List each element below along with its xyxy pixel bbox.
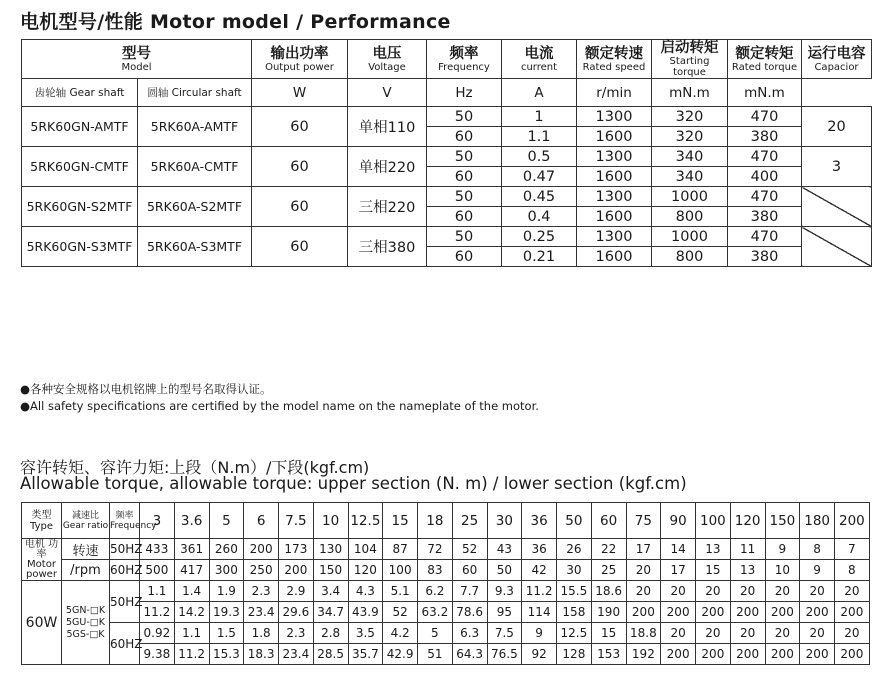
current: 0.5 [502,147,577,167]
speed-cell: 150 [313,560,348,581]
upper-torque-cell: 20 [765,581,800,602]
frequency: 60HZ [110,623,140,665]
ratio-cell: 15 [383,503,418,539]
upper-torque-cell: 7.7 [452,581,487,602]
upper-torque-cell: 3.5 [348,623,383,644]
upper-torque-cell: 11.2 [522,581,557,602]
column-header [252,40,348,79]
ratio-cell: 75 [626,503,661,539]
upper-torque-cell: 2.3 [244,581,279,602]
lower-torque-cell: 200 [730,602,765,623]
output-power: 60 [252,227,348,267]
speed-cell: 42 [522,560,557,581]
speed-cell: 173 [279,539,314,560]
torque-row [22,602,870,623]
lower-torque-cell: 51 [418,644,453,665]
capacitor: 3 [802,147,872,187]
rated-speed: 1600 [577,167,652,187]
type-header: 类型 Type [22,503,62,539]
upper-torque-cell: 4.2 [383,623,418,644]
capacitor: 20 [802,107,872,147]
circular-shaft-model: 5RK60A-S2MTF [138,187,252,227]
current: 0.21 [502,247,577,267]
lower-torque-cell: 19.3 [209,602,244,623]
frequency-header: 频率 Frequency [110,503,140,539]
column-header [577,40,652,79]
lower-torque-cell: 43.9 [348,602,383,623]
lower-torque-cell: 192 [626,644,661,665]
torque-title-cn: 容许转矩、容许力矩:上段（N.m）/下段(kgf.cm) [20,458,370,477]
column-header [728,40,802,79]
circular-shaft-model: 5RK60A-CMTF [138,147,252,187]
ratio-cell: 6 [244,503,279,539]
lower-torque-cell: 95 [487,602,522,623]
lower-torque-cell: 200 [696,602,731,623]
lower-torque-cell: 200 [800,644,835,665]
speed-label: 转速 [62,539,110,560]
lower-torque-cell: 42.9 [383,644,418,665]
header-en: Output power [265,61,334,73]
upper-torque-cell: 20 [696,623,731,644]
motor-power-label: 电机 功率 Motor power [22,539,62,581]
torque-row [22,644,870,665]
upper-torque-cell: 20 [730,623,765,644]
ratio-cell: 18 [418,503,453,539]
lower-torque-cell: 29.6 [279,602,314,623]
lower-torque-cell: 34.7 [313,602,348,623]
table-row [22,147,872,167]
speed-cell: 104 [348,539,383,560]
header-cn: 运行电容 [807,45,866,62]
gear-shaft-model: 5RK60GN-S3MTF [22,227,138,267]
ratio-cell: 90 [661,503,696,539]
current: 1.1 [502,127,577,147]
lower-torque-cell: 128 [557,644,592,665]
frequency: 50 [427,187,502,207]
lower-torque-cell: 18.3 [244,644,279,665]
ratio-header-row [22,503,870,539]
speed-cell: 60 [452,560,487,581]
speed-cell: 52 [452,539,487,560]
header-en: Rated torque [731,61,798,73]
lower-torque-cell: 35.7 [348,644,383,665]
notes [20,381,539,415]
current: 1 [502,107,577,127]
gear-shaft-model: 5RK60GN-CMTF [22,147,138,187]
unit-cell: Hz [427,79,502,107]
upper-torque-cell: 20 [835,581,870,602]
header-cn: 电压 [372,45,402,62]
note-en: ●All safety specifications are certified by the model name on the nameplate of the motor. [20,399,539,413]
lower-torque-cell: 78.6 [452,602,487,623]
unit-cell: r/min [577,79,652,107]
speed-cell: 22 [591,539,626,560]
lower-torque-cell: 200 [730,644,765,665]
lower-torque-cell: 200 [765,644,800,665]
lower-torque-cell: 200 [696,644,731,665]
header-en: Rated speed [582,61,646,73]
header-cn: 型号 [122,45,151,62]
speed-cell: 14 [661,539,696,560]
lower-torque-cell: 64.3 [452,644,487,665]
rated-speed: 1300 [577,187,652,207]
frequency: 50 [427,147,502,167]
upper-torque-cell: 9.3 [487,581,522,602]
upper-torque-cell: 2.3 [279,623,314,644]
gear-ratio-header: 减速比 Gear ratio [62,503,110,539]
unit-cell: mN.m [652,79,728,107]
header-en: Frequency [438,61,490,73]
speed-cell: 500 [140,560,175,581]
lower-torque-cell: 28.5 [313,644,348,665]
upper-torque-cell: 5.1 [383,581,418,602]
rated-torque: 380 [728,247,802,267]
header-cn: 电流 [524,45,554,62]
speed-cell: 36 [522,539,557,560]
torque-table [21,502,870,665]
speed-cell: 260 [209,539,244,560]
ratio-cell: 60 [591,503,626,539]
unit-cell: W [252,79,348,107]
note-cn: ●各种安全规格以电机铭牌上的型号名取得认证。 [20,382,272,396]
speed-cell: 9 [800,560,835,581]
capacitor-empty [802,227,872,267]
unit-cell: V [348,79,427,107]
column-header [502,40,577,79]
rated-speed: 1600 [577,127,652,147]
upper-torque-cell: 1.1 [174,623,209,644]
ratio-cell: 150 [765,503,800,539]
upper-torque-cell: 6.2 [418,581,453,602]
speed-label: /rpm [62,560,110,581]
column-header [652,40,728,79]
upper-torque-cell: 20 [661,581,696,602]
ratio-cell: 180 [800,503,835,539]
ratio-cell: 25 [452,503,487,539]
frequency: 60 [427,207,502,227]
speed-cell: 361 [174,539,209,560]
ratio-cell: 10 [313,503,348,539]
unit-cell: mN.m [728,79,802,107]
unit-cell: 齿轮轴 Gear shaft [22,79,138,107]
upper-torque-cell: 20 [696,581,731,602]
speed-cell: 43 [487,539,522,560]
upper-torque-cell: 20 [835,623,870,644]
upper-torque-cell: 1.8 [244,623,279,644]
upper-torque-cell: 1.1 [140,581,175,602]
voltage: 三相220 [348,187,427,227]
speed-cell: 25 [591,560,626,581]
speed-cell: 15 [696,560,731,581]
speed-cell: 300 [209,560,244,581]
speed-cell: 433 [140,539,175,560]
speed-cell: 200 [279,560,314,581]
gear-shaft-model: 5RK60GN-AMTF [22,107,138,147]
lower-torque-cell: 76.5 [487,644,522,665]
voltage: 单相110 [348,107,427,147]
upper-torque-cell: 18.6 [591,581,626,602]
capacitor-empty [802,187,872,227]
gear-shaft-model: 5RK60GN-S2MTF [22,187,138,227]
rated-torque: 380 [728,207,802,227]
speed-cell: 17 [626,539,661,560]
header-row [22,40,872,79]
upper-torque-cell: 20 [765,623,800,644]
frequency: 50 [427,107,502,127]
ratio-cell: 36 [522,503,557,539]
starting-torque: 320 [652,107,728,127]
upper-torque-cell: 2.8 [313,623,348,644]
starting-torque: 320 [652,127,728,147]
lower-torque-cell: 92 [522,644,557,665]
upper-torque-cell: 20 [800,623,835,644]
upper-torque-cell: 4.3 [348,581,383,602]
rated-torque: 380 [728,127,802,147]
rated-torque: 470 [728,107,802,127]
lower-torque-cell: 153 [591,644,626,665]
ratio-cell: 3 [140,503,175,539]
table-row [22,107,872,127]
column-header [427,40,502,79]
header-cn: 额定转矩 [735,45,794,62]
lower-torque-cell: 63.2 [418,602,453,623]
speed-cell: 200 [244,539,279,560]
header-en: Starting torque [669,56,710,78]
ratio-cell: 200 [835,503,870,539]
header-en: Voltage [368,61,406,73]
upper-torque-cell: 2.9 [279,581,314,602]
lower-torque-cell: 158 [557,602,592,623]
speed-cell: 7 [835,539,870,560]
upper-torque-cell: 9 [522,623,557,644]
header-cn: 输出功率 [270,45,329,62]
ratio-cell: 30 [487,503,522,539]
voltage: 单相220 [348,147,427,187]
header-cn: 频率 [449,45,479,62]
table-row [22,227,872,247]
speed-cell: 50 [487,560,522,581]
upper-torque-cell: 18.8 [626,623,661,644]
upper-torque-cell: 15.5 [557,581,592,602]
speed-cell: 26 [557,539,592,560]
speed-cell: 72 [418,539,453,560]
lower-torque-cell: 11.2 [174,644,209,665]
speed-cell: 17 [661,560,696,581]
speed-cell: 11 [730,539,765,560]
voltage: 三相380 [348,227,427,267]
frequency: 60 [427,127,502,147]
ratio-cell: 3.6 [174,503,209,539]
speed-cell: 100 [383,560,418,581]
ratio-cell: 12.5 [348,503,383,539]
frequency: 50HZ [110,581,140,623]
header-cn: 启动转矩 [660,40,719,56]
page-title: 电机型号/性能 Motor model / Performance [20,11,451,33]
starting-torque: 800 [652,247,728,267]
lower-torque-cell: 200 [661,602,696,623]
rated-torque: 470 [728,187,802,207]
frequency: 60 [427,167,502,187]
torque-row [22,581,870,602]
upper-torque-cell: 1.4 [174,581,209,602]
upper-torque-cell: 20 [800,581,835,602]
column-header [802,40,872,79]
circular-shaft-model: 5RK60A-AMTF [138,107,252,147]
lower-torque-cell: 200 [800,602,835,623]
table-row [22,187,872,207]
lower-torque-cell: 52 [383,602,418,623]
ratio-cell: 7.5 [279,503,314,539]
gear-types-cell [62,581,110,665]
starting-torque: 1000 [652,187,728,207]
rated-speed: 1600 [577,207,652,227]
rated-torque: 470 [728,147,802,167]
unit-cell: 圆轴 Circular shaft [138,79,252,107]
ratio-cell: 50 [557,503,592,539]
header-en: current [520,61,558,73]
speed-cell: 417 [174,560,209,581]
speed-cell: 130 [313,539,348,560]
ratio-cell: 120 [730,503,765,539]
upper-torque-cell: 3.4 [313,581,348,602]
speed-cell: 120 [348,560,383,581]
gear-type-label: 5GS-□K [66,628,105,640]
speed-cell: 30 [557,560,592,581]
lower-torque-cell: 114 [522,602,557,623]
speed-row [22,539,870,560]
rated-torque: 400 [728,167,802,187]
column-header [348,40,427,79]
lower-torque-cell: 200 [835,644,870,665]
frequency: 50HZ [110,539,140,560]
upper-torque-cell: 5 [418,623,453,644]
lower-torque-cell: 15.3 [209,644,244,665]
output-power: 60 [252,107,348,147]
upper-torque-cell: 0.92 [140,623,175,644]
frequency: 60HZ [110,560,140,581]
unit-cell: A [502,79,577,107]
upper-torque-cell: 20 [661,623,696,644]
speed-row [22,560,870,581]
header-en: Capacior [814,61,859,73]
current: 0.47 [502,167,577,187]
starting-torque: 1000 [652,227,728,247]
performance-table [21,39,872,267]
lower-torque-cell: 11.2 [140,602,175,623]
lower-torque-cell: 200 [626,602,661,623]
rated-torque: 470 [728,227,802,247]
column-header [22,40,252,79]
upper-torque-cell: 1.5 [209,623,244,644]
frequency: 60 [427,247,502,267]
starting-torque: 340 [652,147,728,167]
lower-torque-cell: 23.4 [244,602,279,623]
current: 0.45 [502,187,577,207]
speed-cell: 8 [835,560,870,581]
starting-torque: 800 [652,207,728,227]
lower-torque-cell: 200 [835,602,870,623]
speed-cell: 13 [696,539,731,560]
circular-shaft-model: 5RK60A-S3MTF [138,227,252,267]
torque-row [22,623,870,644]
speed-cell: 9 [765,539,800,560]
header-en: Model [121,61,152,73]
lower-torque-cell: 200 [765,602,800,623]
speed-cell: 87 [383,539,418,560]
current: 0.25 [502,227,577,247]
output-power: 60 [252,147,348,187]
upper-torque-cell: 6.3 [452,623,487,644]
torque-title-en: Allowable torque, allowable torque: upper section (N. m) / lower section (kgf.cm) [20,474,687,493]
speed-cell: 10 [765,560,800,581]
upper-torque-cell: 12.5 [557,623,592,644]
upper-torque-cell: 15 [591,623,626,644]
speed-cell: 83 [418,560,453,581]
lower-torque-cell: 14.2 [174,602,209,623]
current: 0.4 [502,207,577,227]
speed-cell: 20 [626,560,661,581]
upper-torque-cell: 20 [626,581,661,602]
lower-torque-cell: 23.4 [279,644,314,665]
speed-cell: 8 [800,539,835,560]
lower-torque-cell: 9.38 [140,644,175,665]
rated-speed: 1300 [577,107,652,127]
ratio-cell: 5 [209,503,244,539]
header-cn: 额定转速 [585,45,643,62]
rated-speed: 1300 [577,227,652,247]
lower-torque-cell: 200 [661,644,696,665]
power-cell: 60W [22,581,62,665]
rated-speed: 1300 [577,147,652,167]
ratio-cell: 100 [696,503,731,539]
upper-torque-cell: 7.5 [487,623,522,644]
rated-speed: 1600 [577,247,652,267]
upper-torque-cell: 20 [730,581,765,602]
frequency: 50 [427,227,502,247]
speed-cell: 250 [244,560,279,581]
gear-type-label: 5GN-□K [65,604,106,616]
speed-cell: 13 [730,560,765,581]
output-power: 60 [252,187,348,227]
upper-torque-cell: 1.9 [209,581,244,602]
starting-torque: 340 [652,167,728,187]
lower-torque-cell: 190 [591,602,626,623]
unit-row [22,79,872,107]
gear-type-label: 5GU-□K [66,616,105,628]
